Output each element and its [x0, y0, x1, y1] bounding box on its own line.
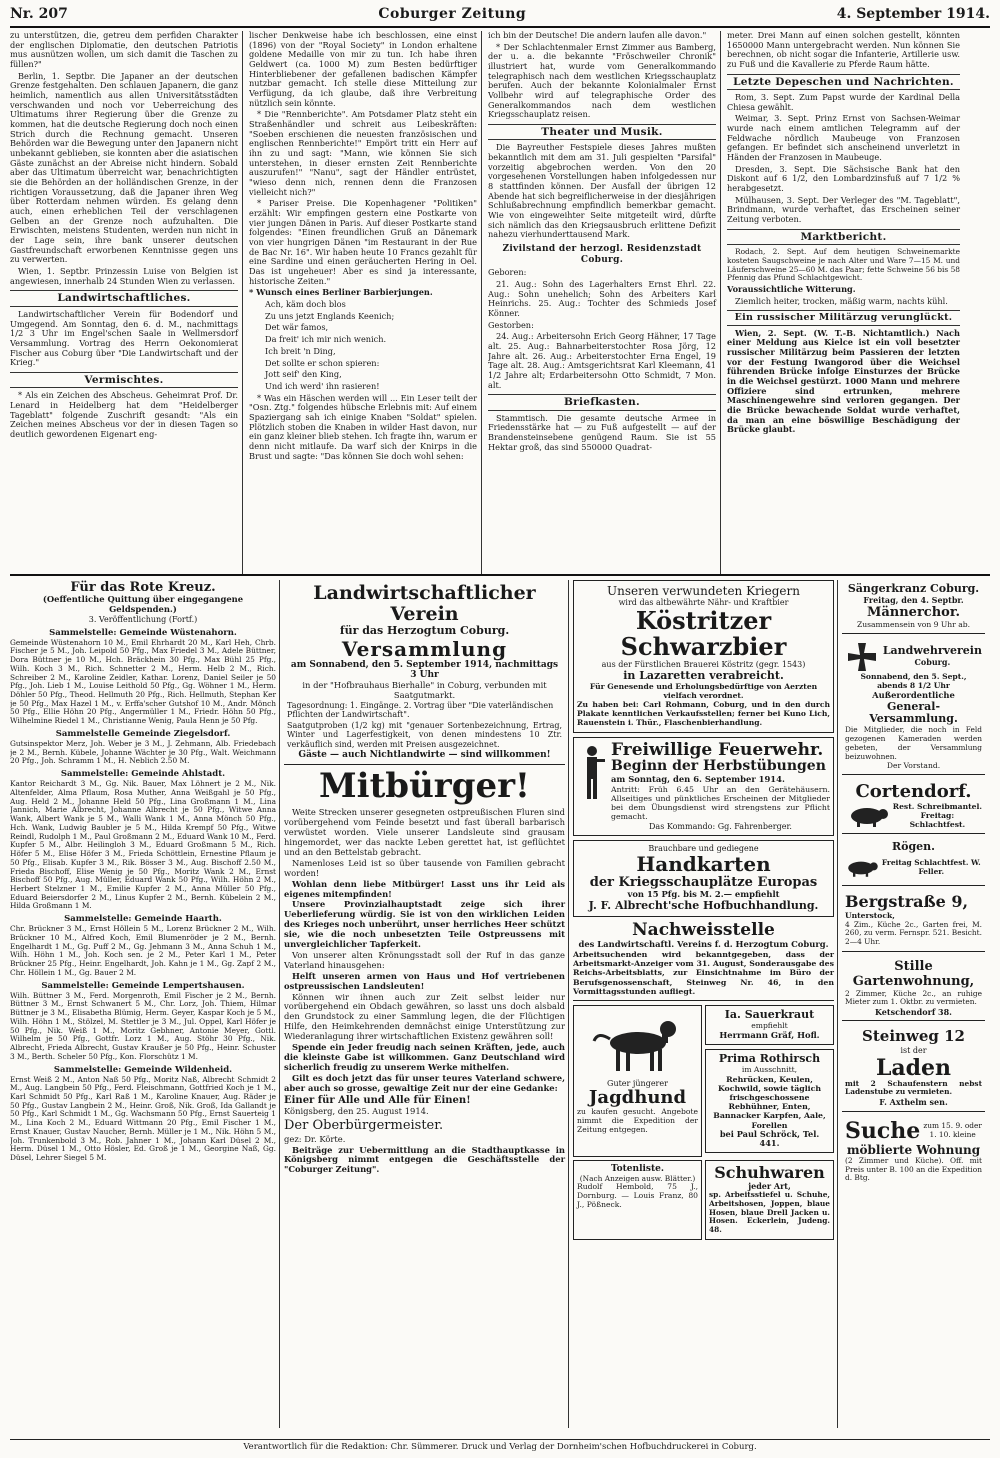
suche-text: (2 Zimmer und Küche). Off. mit Preis unter B. 100 an die Expedition d. Btg. [845, 1155, 982, 1183]
section-heading-vermischtes: Vermischtes. [10, 372, 238, 388]
koestritzer-note: Für Genesende und Erholungsbedürftige von Aerzten vielfach verordnet. [589, 681, 818, 700]
section-heading-briefkasten: Briefkasten. [488, 394, 716, 410]
feuerwehr-title: Freiwillige Feuerwehr. [611, 739, 824, 760]
ad-cortendorf [842, 779, 985, 834]
ad-steinweg [842, 1025, 985, 1111]
landwehr-text: Die Mitglieder, die noch in Feld gezogenen Kameraden werden gebeten, der Versammlung beizuwohnen. [845, 725, 982, 761]
article-stammtisch: Stammtisch. Die gesamte deutsche Armee in Friedensstärke hat — zu Fuß aufgestellt — auf der Brandensteinsebene genügend Raum. Sie ist 55 Hektar groß, das sind 550000 Quadrat- [488, 412, 716, 452]
feuerwehr-details: Antritt: Früh 6.45 Uhr an den Gerätehäusern. Allseitiges und pünktliches Erscheinen der Mitglieder bei dem Übungsdienst wird strengstens zur Pflicht gemacht. [611, 784, 830, 822]
appeal-text: Namenloses Leid ist so über tausende von Familien gebracht worden! [284, 857, 565, 878]
appeal-place-date: Königsberg, den 25. August 1914. [284, 1106, 429, 1117]
appeal-text: Unsere Provinzialhauptstadt zeige sich ihrer Ueberlieferung würdig. Sie ist von den wirklichen Leiden des Krieges noch unberührt, unser herrliches Heer schützt sie, wie die noch unbesetzten Teile Ostpreussens mit unvergleichlicher Tapferkeit. [284, 899, 565, 950]
steinweg-owner: F. Axthelm sen. [879, 1097, 948, 1108]
koestritzer-sellers: Zu haben bei: Carl Rohmann, Coburg, und in den durch Plakate kenntlichen Verkaufsstellen; ferner bei Kuno Lich, Rauenstein i. Thür., Flaschenbierhandlung. [577, 699, 830, 727]
ad-feuerwehr [573, 737, 834, 836]
cortendorf-day: Freitag: [920, 810, 955, 820]
article-haeschen: * Was ein Häschen werden will ... Ein Leser teilt der "Osn. Ztg." folgendes hübsche Erlebnis mit: Auf einem Spaziergang sah ich einige Knaben "Soldat" spielen. Plötzlich stoben die Knaben in wilder Hast davon, nur ein ganz kleiner blieb stehen. Ich fragte ihn, warum er denn nicht mitlaufe. Da warf sich der Knirps in die Brust und sagte: "Das können Sie doch wohl sehen: [249, 392, 477, 461]
verein-subtitle: für das Herzogtum Coburg. [339, 623, 510, 637]
appeal-text: Von unserer alten Krönungsstadt soll der Ruf in das ganze Vaterland hinausgehen: [284, 949, 565, 970]
landwehr-extra: Außerordentliche [872, 689, 955, 700]
poem-line: Det sollte er schon spieren: [265, 357, 380, 368]
article-japaner: Berlin, 1. Septbr. Die Japaner an der deutschen Grenze festgehalten. Den schlauen Japanern, die ganz heimlich, namentlich aus allen Universitätsstädten verschwanden und noch vor Ueberreichung des Ultimatums ihrer Regierung über die Grenze zu kommen, hat die deutsche Regierung doch noch einen Strich durch die Rechnung gemacht. Unseren Behörden war die Bewegung unter den Japanern nicht unbekannt geblieben, sie konnten aber die asiatischen Gäste zunächst an der Abreise nicht hindern. Sobald aber das Ultimatum überreicht war, benachrichtigten sie die Behörden an der holländischen Grenze, in der richtigen Voraussetzung, daß die Japaner ihren Weg über Rotterdam nehmen würden. Es gelang denn auch, einen erheblichen Teil der verschlagenen Gelben an der Grenze noch aufzuhalten. Die Erwischten, meistens Studenten, werden nun nicht in der Lage sein, ihre bank unserer deutschen Gastfreundschaft erworbenen Kenntnisse gegen uns zu verwerten. [10, 70, 238, 265]
donor-list: Kantor Reichardt 3 M., Gg. Nik. Bauer, Max Löhnert je 2 M., Nik. Altenfelder, Alma Pflaum, Rosa Muther, Anna Weißgahl je 50 Pfg., Aug. Held 2 M., Johanne Held 50 Pfg., Lina Großmann 1 M., Lina Jannich, Marie Albrecht, Johanne Albrecht je 50 Pfg., Witwe Anna Wank, Albert Wank je 5 M., Walli Wank 1 M., Anna Mönch 50 Pfg., Hch. Wank, Ludwig Baubler je 5 M., Hilda Krempf 50 Pfg., Witwe Reindl, Rudolph 1 M., Paul Großmann 2 M., Eduard Wank 10 M., Ferd. Kupfer 5 M., Albr. Heilingloh 3 M., Eduard Großmann 5 M., Rich. Höfer 5 M., Elise Höfer 3 M., Frieda Schöttlein, Ernestine Pflaum je 50 Pfg., Elisab. Kupfer 3 M., Rik. Bösser 3 M., Aug. Bischoff 2.50 M., Frieda Bischoff, Elise Wenig je 50 Pfg., Moritz Wank 2 M., Ernst Bischoff 50 Pfg., Aug. Müller, Eduard Wank 50 Pfg., Wilh. Höhn 2 M., Herbert Stelzner 1 M., Emilie Kupfer 2 M., Anna Müller 50 Pfg., Eduard Beiersdorfer 2 M., Linus Kupfer 2 M., Bernh. Kübelein 2 M., Hilda Großmann 1 M. [10, 779, 276, 911]
donor-list: Wilh. Büttner 3 M., Ferd. Morgenroth, Emil Fischer je 2 M., Bernh. Büttner 3 M., Ernst Schwanert 5 M., Chr. Lorz, Joh. Thiem, Hilmar Büttner je 3 M., Elisabetha Blümig, Herm. Geyer, Kaspar Koch je 5 M., Wilh. Höhn 1 M., Stölzel, M. Stettler je 3 M., Jul. Oppel, Karl Höfer je 50 Pfg., Nik. Weiß 1 M., Moritz Gebhner, Antonie Meyer, Gottl. Wilhelm je 50 Pfg., Gottfr. Lorz 1 M., Aug. Stöhr 30 Pfg., Nik. Albrecht, Frieda Albrecht, Gustav Kraußer je 50 Pfg., Heinr. Schuster 3 M., Berth. Scheler 50 Pfg., Kon. Florschütz 1 M. [10, 990, 276, 1061]
koestritzer-brand: Köstritzer Schwarzbier [620, 605, 787, 661]
rothirsch-sub: im Ausschnitt, [741, 1064, 798, 1074]
article-schlachtenmaler: * Der Schlachtenmaler Ernst Zimmer aus Bamberg, der u. a. die bekannte "Fröschweiler Chronik" illustriert hat, wurde vom Generalkommando telegraphisch nach dem westlichen Kriegsschauplatz berufen. Auch der bekannte Kolonialmaler Ernst Vollbehr wird auf telegraphische Order des Generalkommandos nach dem westlichen Kriegsschauplatz reisen. [488, 41, 716, 120]
article-text: zu unterstützen, die, getreu dem perfiden Charakter der englischen Diplomatie, den deutschen Patriotis mus ausnützen wollen, um sich damit die Taschen zu füllen?" [10, 31, 238, 70]
roegen-title: Rögen. [892, 840, 935, 854]
koestritzer-line2: wird das altbewährte Nähr- und Kraftbier [618, 598, 789, 608]
schuhwaren-text: sp. Arbeitsstiefel u. Schuhe, Arbeitshosen, Joppen, blaue Hosen, blaue Drell Jacken u. Hosen. Eckerlein, Judeng. 48. [709, 1190, 830, 1235]
ad-nachweisstelle [573, 921, 834, 1001]
feuerwehr-event: Beginn der Herbstübungen [611, 758, 826, 775]
section-heading-theater: Theater und Musik. [488, 124, 716, 140]
ad-mitbuerger [284, 765, 565, 1176]
verein-versammlung: Versammlung [341, 636, 508, 661]
appeal-text: Weite Strecken unserer gesegneten ostpreußischen Fluren sind vorübergehend vom Feinde besetzt und fast überall barbarisch verwüstet worden. Viele unserer Landsleute sind grausam hingemordet, wer das nackte Leben gerettet hat, ist geflüchtet und an den Bettelstab gebracht. [284, 807, 565, 857]
nachweis-text: Arbeitsuchenden wird bekanntgegeben, dass der Arbeitsmarkt-Anzeiger vom 31. August, Sonderausgabe des Reichs-Arbeitsblatts, zur Einsichtnahme im Büro der Berufsgenossenschaft, Steinweg Nr. 46, in den Vormittagsstunden aufliegt. [573, 949, 834, 996]
dispatch-weimar: Weimar, 3. Sept. Prinz Ernst von Sachsen-Weimar wurde nach einem amtlichen Telegramm auf der Feldwache nördlich Maubeuge von Franzosen gefangen. Er befindet sich anscheinend unverletzt in Händen der Franzosen in Maubeuge. [727, 113, 960, 163]
steinweg-sub: ist der [900, 1046, 927, 1056]
article-abscheu: * Als ein Zeichen des Abscheus. Geheimrat Prof. Dr. Lenard in Heidelberg hat dem "Heidelberger Tageblatt" folgende Zuschrift gesandt: "Als ein Zeichen meines Abscheus vor der in diesen Tagen so deutlich gewordenen Eigenart eng- [10, 390, 238, 439]
appeal-signature: gez: Dr. Körte. [284, 1133, 346, 1144]
totenliste-sub: (Nach Anzeigen ausw. Blätter.) [579, 1173, 696, 1183]
appeal-contributions: Beiträge zur Uebermittlung an die Stadthauptkasse in Königsberg nimmt entgegen die Geschäftsstelle der "Coburger Zeitung". [284, 1144, 565, 1175]
koestritzer-brewery: aus der Fürstlichen Brauerei Köstritz (gegr. 1543) [601, 660, 806, 670]
donor-list: Gemeinde Wüstenahorn 10 M., Emil Ehrhardt 20 M., Karl Heh, Chrb. Fischer je 5 M., Joh. Leipold 50 Pfg., Max Friedel 3 M., Adele Büttner, Dora Büttner je 10 M., Hch. Bräckhein 30 Pfg., Max Bühl 25 Pfg., Wilh. Koch 3 M., Rich. Schnetter 2 M., Herm. Helb 2 M., Rich. Schreiber 2 M., Karoline Zeidler, Kathar. Lorenz, Daniel Seiler je 50 Pfg., Joh. Lieb 1 M., Louise Leithold 50 Pfg., Gg. Wöhner 1 M., Herm. Döhler 50 Pfg., Theod. Hellmuth 20 Pfg., Rich. Hellmuth, Stephan Ker je 50 Pfg., Max Hazel 1 M., v. Erffa'scher Gutshof 10 M., Andr. Mönch 50 Pfg., Ellie Höhn 20 Pfg., Angermüller 1 M., Friedr. Höhn 50 Pfg., Wilhelmine Riedel 1 M., Christianne Wenig, Paula Henn je 50 Pfg. [10, 637, 276, 726]
section-heading-depeschen: Letzte Depeschen und Nachrichten. [727, 74, 960, 90]
ad-suche [842, 1116, 985, 1188]
poem-line: Ich breit 'n Ding, [265, 345, 336, 356]
poem-title: * Wunsch eines Berliner Barbierjungen. [249, 287, 433, 298]
handkarten-subtitle: der Kriegsschauplätze Europas [589, 875, 818, 891]
saengerkranz-date: Freitag, den 4. Septbr. [863, 594, 964, 605]
ad-sauerkraut [705, 1005, 834, 1045]
section-heading-landwirtschaft: Landwirtschaftliches. [10, 290, 238, 306]
landwehr-assembly: General-Versammlung. [869, 699, 958, 726]
appeal-motto: Einer für Alle und Alle für Einen! [284, 1094, 471, 1106]
cortendorf-rest: Rest. Schreibmantel. [892, 801, 982, 811]
ad-column-mixed [573, 580, 838, 1428]
verein-date: am Sonnabend, den 5. September 1914, nachmittags 3 Uhr [290, 659, 559, 681]
ad-handkarten [573, 840, 834, 918]
weather-forecast: Ziemlich heiter, trocken, mäßig warm, nachts kühl. [735, 295, 948, 306]
rothirsch-seller: bei Paul Schröck, Tel. 441. [719, 1128, 820, 1149]
steinweg-laden: Laden [875, 1054, 952, 1081]
suche-title: Suche [845, 1117, 921, 1144]
news-column-3 [488, 31, 721, 574]
appeal-signatory: Der Oberbürgermeister. [284, 1118, 444, 1134]
news-column-4 [727, 31, 964, 574]
gartenwohnung-address: Ketschendorf 38. [875, 1006, 952, 1017]
red-cross-title: Für das Rote Kreuz. [70, 580, 216, 595]
ad-column-verein [284, 580, 569, 1428]
ad-bergstrasse [842, 890, 985, 952]
verein-place: in der "Hofbrauhaus Bierhalle" in Coburg, verbunden mit Saatgutmarkt. [302, 679, 547, 700]
feuerwehr-kommando: Das Kommando: Gg. Fahrenberger. [649, 822, 792, 832]
small-ads-grid [573, 1005, 834, 1240]
ad-column-red-cross [10, 580, 280, 1428]
verein-title: Landwirtschaftlicher Verein [313, 582, 536, 625]
handkarten-intro: Brauchbare und gediegene [648, 843, 759, 853]
poem-line: Ach, käm doch blos [265, 299, 346, 310]
ad-landwirtschaftlicher-verein [284, 580, 565, 765]
subheading-geboren: Geboren: [488, 267, 527, 278]
jagdhund-title: Jagdhund [588, 1087, 687, 1109]
cortendorf-title: Cortendorf. [855, 781, 972, 803]
section-heading-zivilstand: Zivilstand der herzogl. Residenzstadt Coburg. [502, 244, 702, 265]
collection-heading: Sammelstelle: Gemeinde Haarth. [64, 914, 222, 925]
sauerkraut-label: empfiehlt [751, 1020, 788, 1030]
totenliste-title: Totenliste. [610, 1164, 664, 1175]
article-bayreuth: Die Bayreuther Festspiele dieses Jahres mußten bekanntlich mit dem am 31. Juli gespielten "Parsifal" vorzeitig abgebrochen werden. Von den 20 vorgesehenen Vorstellungen haben infolgedessen nur 8 stattfinden können. Der Ausfall der übrigen 12 Abende hat sich begreiflicherweise in der diesjährigen Schlußabrechnung empfindlich bemerkbar gemacht. Wie von eingeweihter Seite mitgeteilt wird, dürfte sich nämlich das den Kriegsausbruch erlittene Defizit nahezu vierhunderttausend Mark. [488, 142, 716, 240]
article-text: meter. Drei Mann auf einen solchen gestellt, könnten 1650000 Mann untergebracht werden. Nun können Sie berechnen, ob nicht sogar die Infanterie, Artillerie usw. zu Fuß und die Kavallerie zu Pferde Raum hätte. [727, 31, 960, 70]
totenliste-entries: Rudolf Hembold, 75 J., Dornburg. — Louis Franz, 80 J., Pößneck. [577, 1182, 698, 1210]
appeal-text: Spende ein Jeder freudig nach seinen Kräften, jede, auch die kleinste Gabe ist willkommen. Ganz Deutschland wird sicherlich freudig zu unserem Werke mithelfen. [284, 1042, 565, 1072]
issue-number: Nr. 207 [10, 6, 68, 22]
section-heading-militaerzug: Ein russischer Militärzug verunglückt. [727, 310, 960, 325]
article-text: ich bin der Deutsche! Die andern laufen alle davon." [488, 31, 707, 40]
bergstrasse-text: 4 Zim., Küche 2c., Garten frei, M. 260, zu verm. Fernspr. 521. Besicht. 2—4 Uhr. [845, 919, 982, 947]
appeal-text: Helft unseren armen von Haus und Hof vertriebenen ostpreussischen Landsleuten! [284, 970, 565, 991]
jagdhund-text: zu kaufen gesucht. Angebote nimmt die Expedition der Zeitung entgegen. [577, 1107, 698, 1135]
ad-roegen [842, 838, 985, 886]
verein-guests: Gäste — auch Nichtlandwirte — sind willkommen! [298, 749, 551, 760]
sauerkraut-title: Ia. Sauerkraut [724, 1007, 815, 1021]
dispatch-dresden: Dresden, 3. Sept. Die Sächsische Bank hat den Diskont auf 6 1/2, den Lombardzinsfuß auf 7 1/2 % herabgesetzt. [727, 163, 960, 194]
collection-heading: Sammelstelle: Gemeinde Ahlstadt. [60, 769, 226, 780]
ad-saengerkranz [842, 580, 985, 634]
collection-heading: Sammelstelle: Gemeinde Wüstenahorn. [49, 627, 237, 638]
article-wien: Wien, 1. Septbr. Prinzessin Luise von Belgien ist angewiesen, innerhalb 24 Stunden Wien zu verlassen. [10, 266, 238, 286]
ad-jagdhund [573, 1005, 702, 1157]
gartenwohnung-text: 2 Zimmer, Küche 2c., an ruhige Mieter zum 1. Oktbr. zu vermieten. [845, 988, 982, 1007]
subheading-gestorben: Gestorben: [488, 319, 534, 330]
article-militaerzug: Wien, 2. Sept. (W. T.-B. Nichtamtlich.) Nach einer Meldung aus Kielce ist ein voll besetzter russischer Militärzug beim Passieren der letzten vor der Festung Iwangorod über die Weichsel führenden Brücke infolge Einsturzes der Brücke in die Weichsel gestürzt. 1000 Mann und mehrere Offiziere sind ertrunken, mehrere Maschinengewehre sind verloren gegangen. Der die Brücke bewachende Soldat wurde verhaftet, da man an eine böswillige Beschädigung der Brücke glaubt. [727, 327, 960, 435]
saengerkranz-event: Männerchor. [866, 605, 961, 621]
poem [249, 300, 477, 391]
poem-line: Jott seif' den King, [265, 369, 342, 380]
collection-heading: Sammelstelle: Gemeinde Wildenheid. [53, 1064, 233, 1075]
masthead [10, 6, 990, 28]
red-cross-sub2: 3. Veröffentlichung (Fortf.) [88, 615, 198, 625]
firefighter-icon [577, 743, 607, 803]
small-ads-right [705, 1005, 834, 1157]
steinweg-title: Steinweg 12 [862, 1027, 965, 1046]
births-list: 21. Aug.: Sohn des Lagerhalters Ernst Ehrl. 22. Aug.: Sohn unehelich; Sohn des Arbeiters Karl Heinrichs. 25. Aug.: Tochter des Schmieds Josef Könner. [488, 279, 716, 319]
appeal-text: Wohlan denn liebe Mitbürger! Lasst uns ihr Leid als eigenes mitempfinden! [284, 878, 565, 899]
donor-list: Ernst Weiß 2 M., Anton Naß 50 Pfg., Moritz Naß, Albrecht Schmidt 2 M., Aug. Langbein 50 Pfg., Ferd. Fleischmann, Gottfried Koch je 1 M., Karl Schmidt 50 Pfg., Karl Raß 1 M., Karoline Knauer, Aug. Räder je 50 Pfg., Gustav Langbein 2 M., Heinr. Groß, Nik. Groß, Ida Gallandt je 50 Pfg., Karl Schmidt 1 M., Gg. Wachsmann 50 Pfg., Ernst Sauerteig 1 M., Lina Koch 2 M., Eduard Wittmann 20 Pfg., Emil Fischer 1 M., Ernst Knauer, Gustav Naucher, Bernh. Müller je 1 M., Nik. Höhn 5 M., Joh. Trunkenbold 3 M., Rob. Jahner 1 M., Johann Karl Düsel 2 M., Herm. Düsel 1 M., Otto Hösler, Ed. Groß je 1 M., Georgine Naß, Gg. Düsel, Lehrer Siegel 5 M. [10, 1074, 276, 1163]
schuhwaren-sub: jeder Art, [748, 1180, 791, 1191]
donor-list: Chr. Brückner 3 M., Ernst Höllein 5 M., Lorenz Brückner 2 M., Wilh. Brückner 10 M., Alfred Koch, Emil Blumenröder je 2 M., Bernh. Engelhardt 1 M., Gg. Puff 2 M., Gg. Jehmann 3 M., Anna Schuh 1 M., Wilh. Höhn 1 M., Joh. Koch sen. je 2 M., Peter Karl 1 M., Peter Brückner 25 Pfg., Heinr. Engelhardt, Joh. Kahn je 1 M., Gg. Zapf 2 M., Chr. Höllein 1 M., Gg. Bauer 2 M. [10, 924, 276, 977]
jagdhund-intro: Guter jüngerer [607, 1078, 668, 1088]
steinweg-text: mit 2 Schaufenstern nebst Ladenstube zu vermieten. [845, 1078, 982, 1097]
ad-landwehrverein [842, 638, 985, 776]
schuhwaren-title: Schuhwaren [714, 1163, 825, 1183]
appeal-text: Können wir ihnen auch zur Zeit selbst leider nur vorübergehend ein Obdach gewähren, so lasst uns doch alsbald den Grundstock zu einer Sammlung legen, die der Flüchtigen Hilfe, den Heimkehrenden demnächst einige Unterstützung zur Wiederanlagung ihrer wirtschaftlichen Existenz gewähren soll! [284, 991, 565, 1042]
market-report: Rodach, 2. Sept. Auf dem heutigen Schweinemarkte kosteten Saugschweine je nach Alter und Ware 7—15 M. und Läuferschweine 25—60 M. das Paar; fette Schweine 56 bis 58 Pfennig das Pfund Schlachtgewicht. [727, 247, 960, 283]
nachweis-title: Nachweisstelle [632, 920, 775, 941]
gartenwohnung-title: Stille Gartenwohnung, [852, 958, 975, 990]
issue-date: 4. September 1914. [836, 6, 990, 22]
ad-schuhwaren [705, 1160, 834, 1240]
mitbuerger-title: Mitbürger! [319, 765, 530, 806]
poem-line: Da freit' ich mir nich wenich. [265, 334, 387, 345]
ad-rothirsch [705, 1049, 834, 1153]
ad-column-small [842, 580, 988, 1428]
saengerkranz-time: Zusammensein von 9 Uhr ab. [856, 619, 971, 629]
dispatch-rom: Rom, 3. Sept. Zum Papst wurde der Kardinal Della Chiesa gewählt. [727, 92, 960, 112]
news-section [10, 28, 990, 576]
ad-koestritzer [573, 580, 834, 733]
saengerkranz-title: Sängerkranz Coburg. [847, 582, 980, 595]
verein-agenda: Tagesordnung: 1. Eingänge. 2. Vortrag über "Die vaterländischen Pflichten der Landwirtschaft". [287, 700, 554, 720]
advertisement-section [10, 576, 990, 1428]
article-rennberichte: * Die "Rennberichte". Am Potsdamer Platz steht ein Straßenhändler und schreit aus Leibeskräften: "Soeben erschienen die neuesten französischen und englischen Rennberichte!" Empört tritt ein Herr auf ihn zu und sagt: "Mann, wie können Sie sich unterstehen, in dieser ernsten Zeit Rennberichte auszurufen!" "Nanu", sagt der Händler entrüstet, "wieso denn nich, rennen denn die Franzosen vielleicht nich?" [249, 109, 477, 197]
pig-icon [845, 856, 879, 880]
article-pariser-preise: * Pariser Preise. Die Kopenhagener "Politiken" erzählt: Wir empfingen gestern eine Postkarte von vier jungen Dänen in Paris. Auf dieser Postkarte stand folgendes: "Einen freundlichen Gruß an Dänemark von vier hungrigen Dänen "im Restaurant in der Rue de Bac Nr. 16". Wir haben heute 10 Francs gezahlt für eine Sardine und einen geräucherten Hering in Oel. Das ist ungeheuer! Aber es sind ja interessante, historische Zeiten." [249, 198, 477, 286]
bergstrasse-floor: Unterstock, [845, 910, 895, 920]
dispatch-muelhausen: Mülhausen, 3. Sept. Der Verleger des "M. Tageblatt", Brindmann, wurde verhaftet, das Erscheinen seiner Zeitung verboten. [727, 194, 960, 225]
suche-date: zum 15. 9. oder 1. 10. kleine [923, 1120, 982, 1139]
deaths-list: 24. Aug.: Arbeitersohn Erich Georg Hähner, 17 Tage alt. 25. Aug.: Bahnarbeiterstochter Rosa Jörg, 12 Jahre alt. 26. Aug.: Arbeiterstochter Erna Engel, 19 Tage alt. 28. Aug.: Amtsgerichtsrat Karl Kleemann, 41 1/2 Jahre alt; Erdarbeitersohn Otto Schmidt, 7 Mon. alt. [488, 331, 716, 390]
rothirsch-title: Prima Rothirsch [718, 1051, 821, 1065]
nachweis-subtitle: des Landwirtschaftl. Vereins f. d. Herzogtum Coburg. [578, 939, 829, 950]
rothirsch-items: Rehrücken, Keulen, Kochwild, sowie täglich frischgeschossene Rebhühner, Enten, Bannacker Karpfen, Aale, Forellen [713, 1074, 826, 1130]
ad-gartenwohnung [842, 956, 985, 1022]
news-column-2 [249, 31, 482, 574]
feuerwehr-date: am Sonntag, den 6. September 1914. [611, 773, 785, 784]
koestritzer-line1: Unseren verwundeten Kriegern [607, 584, 800, 598]
poem-line: Und ich werd' ihn rasieren! [265, 380, 380, 391]
section-heading-marktbericht: Marktbericht. [727, 229, 960, 245]
cortendorf-event: Schlachtfest. [909, 819, 966, 829]
landwehr-title: Landwehrverein [882, 644, 982, 658]
bergstrasse-title: Bergstraße 9, [845, 892, 969, 912]
landwehr-board: Der Vorstand. [886, 761, 941, 771]
handkarten-seller: J. F. Albrecht'sche Hofbuchhandlung. [588, 899, 819, 913]
landwehr-city: Coburg. [914, 657, 951, 668]
imprint-footer: Verantwortlich für die Redaktion: Chr. Sümmerer. Druck und Verlag der Dornheim'schen Hofbuchdruckerei in Coburg. [10, 1439, 990, 1452]
news-column-1 [10, 31, 243, 574]
landwehr-date: Sonnabend, den 5. Sept., abends 8 1/2 Uhr [860, 671, 967, 690]
weather-heading: Voraussichtliche Witterung. [727, 284, 856, 295]
sauerkraut-seller: Herrmann Gräf, Hofl. [719, 1029, 820, 1040]
poem-line: Zu uns jetzt Englands Keenich; [265, 310, 395, 321]
verein-saatgut: Saatgutproben (1/2 kg) mit "genauer Sortenbezeichnung, Ertrag, Winter und Lagerfestigkeit, von denen mindestens 10 Ztr. verkäuflich sind, werden mit Preisen ausgezeichnet. [287, 720, 562, 749]
handkarten-title: Handkarten [636, 852, 771, 877]
suche-wohnung: möblierte Wohnung [846, 1142, 981, 1157]
donor-list: Gutsinspektor Merz, Joh. Weber je 3 M., J. Zehmann, Alb. Friedebach je 2 M., Bernh. Kübele, Johanne Wächter je 30 Pfg., Walt. Weichmann 20 Pfg., Joh. Schramm 1 M., H. Neblich 2.50 M. [10, 738, 276, 766]
appeal-text: Gilt es doch jetzt das für unser teures Vaterland schwere, aber auch so grosse, gewaltige Zeit nur der eine Gedanke: [284, 1072, 565, 1093]
ad-totenliste [573, 1160, 702, 1240]
iron-cross-icon [848, 643, 876, 671]
handkarten-price: von 15 Pfg. bis M. 2.— empfiehlt [627, 889, 780, 900]
red-cross-subtitle: (Oeffentliche Quittung über eingegangene Geldspenden.) [42, 594, 244, 615]
dog-icon [588, 1011, 688, 1077]
collection-heading: Sammelstelle: Gemeinde Lempertshausen. [41, 980, 245, 991]
article-landwirtschaft: Landwirtschaftlicher Verein für Bodendorf und Umgegend. Am Sonntag, den 6. d. M., nachmittags 1/2 3 Uhr im Engel'schen Saale in Wellmersdorf Versammlung. Vortrag des Herrn Oekonomierat Fischer aus Coburg über "Die Landwirtschaft und der Krieg." [10, 308, 238, 368]
newspaper-title: Coburger Zeitung [378, 6, 527, 22]
pig-icon [847, 804, 889, 828]
collection-heading: Sammelstelle Gemeinde Ziegelsdorf. [55, 728, 231, 739]
poem-line: Det wär famos, [265, 322, 329, 333]
article-text: lischer Denkweise habe ich beschlossen, eine einst (1896) von der "Royal Society" in London erhaltene goldene Medaille von mir zu tun. Ich habe ihren Geldwert (ca. 1000 M) zum Besten bedürftiger Hinterbliebener der gefallenen badischen Kämpfer nutzbar gemacht. Ich stelle diese Mitteilung zur Verfügung, da ich glaube, daß ihre Verbreitung nützlich sein könnte. [249, 31, 477, 108]
roegen-text: Freitag Schlachtfest. W. Feller. [881, 858, 981, 877]
koestritzer-lazarett: in Lazaretten verabreicht. [623, 668, 784, 682]
